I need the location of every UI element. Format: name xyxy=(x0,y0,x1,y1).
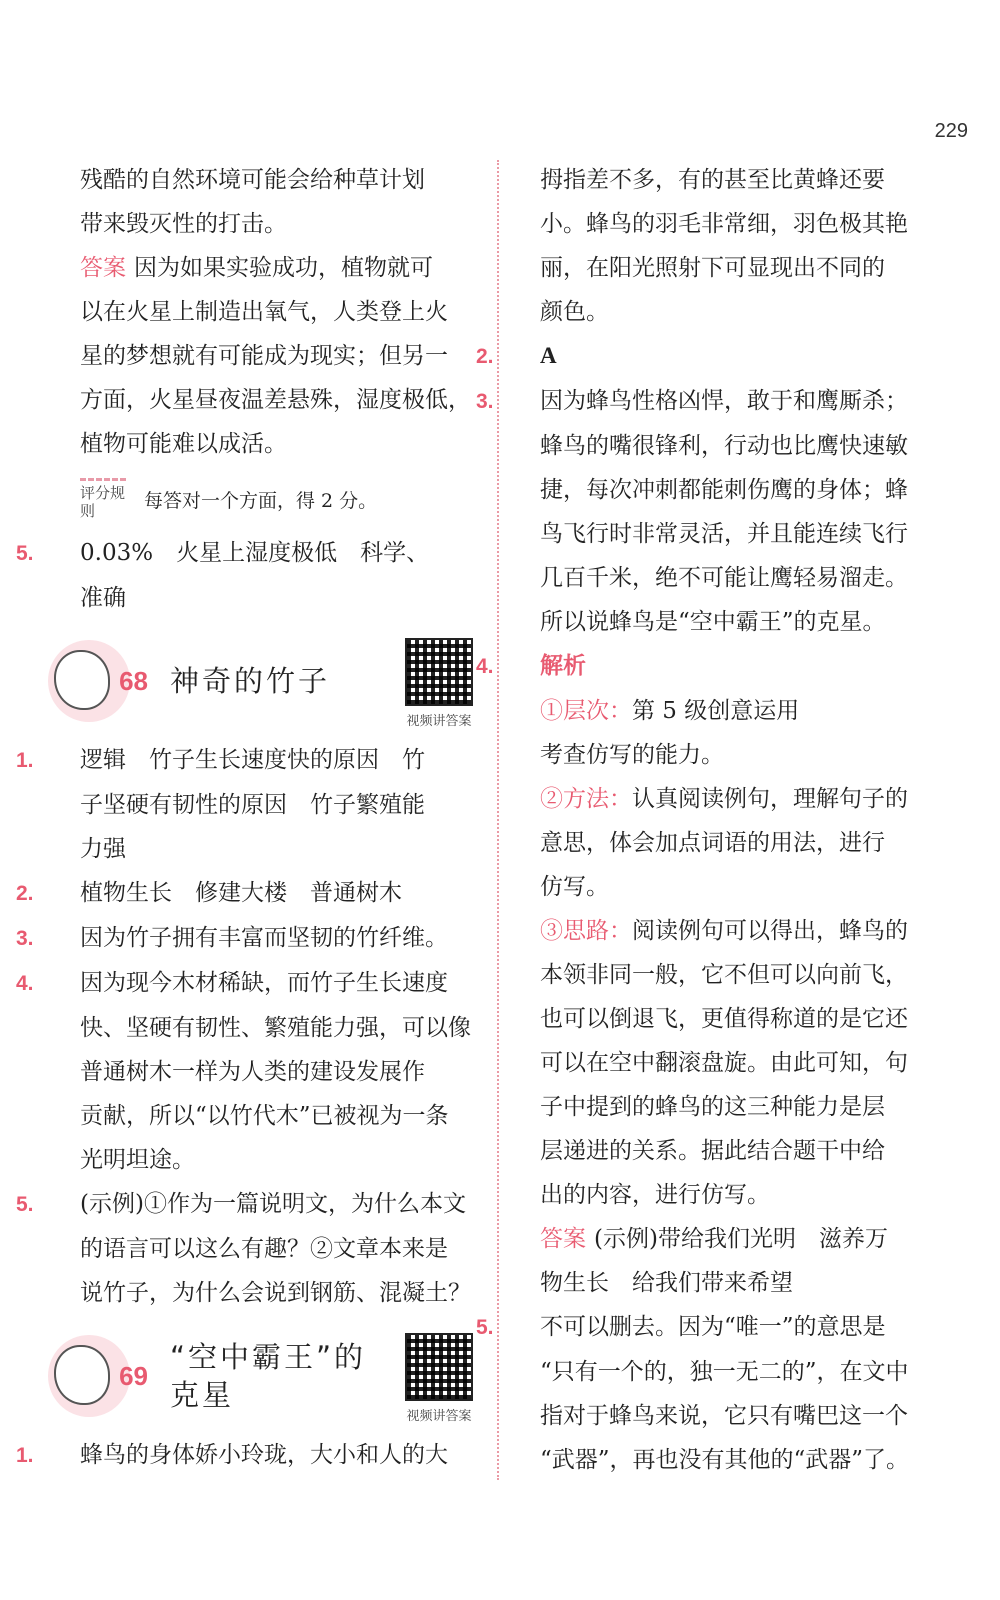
question-number: 2. xyxy=(16,882,34,905)
text-line: 子坚硬有韧性的原因 竹子繁殖能 xyxy=(80,792,425,818)
analysis-heading: 解析 xyxy=(540,653,586,679)
text-line: 残酷的自然环境可能会给种草计划 xyxy=(80,167,425,193)
lesson-title xyxy=(170,1338,366,1414)
text-line: (示例)①作为一篇说明文，为什么本文 xyxy=(80,1191,466,1217)
qr-caption: 视频讲答案 xyxy=(406,713,472,728)
question-number: 3. xyxy=(476,390,494,413)
text-line: 第 5 级创意运用 xyxy=(632,698,800,724)
question-number: 5. xyxy=(16,542,34,565)
lesson-69-header xyxy=(48,1333,488,1423)
text-line: 捷，每次冲刺都能刺伤鹰的身体；蜂 xyxy=(540,477,908,503)
question-number: 4. xyxy=(16,972,34,995)
text-line: 蜂鸟的嘴很锋利，行动也比鹰快速敏 xyxy=(540,433,908,459)
continued-text xyxy=(48,158,488,246)
right-column xyxy=(476,158,948,1482)
text-line: 指对于蜂鸟来说，它只有嘴巴这一个 xyxy=(540,1403,908,1429)
text-line: 认真阅读例句，理解句子的 xyxy=(632,786,908,812)
text-line: 普通树木一样为人类的建设发展作 xyxy=(80,1059,425,1085)
question-number: 1. xyxy=(16,749,34,772)
text-line: 物生长 给我们带来希望 xyxy=(540,1270,793,1296)
text-line: 以在火星上制造出氧气，人类登上火 xyxy=(80,299,448,325)
scoring-rule xyxy=(80,478,488,521)
question-4 xyxy=(476,644,948,1305)
page-number: 229 xyxy=(934,120,968,142)
text-line: 拇指差不多，有的甚至比黄蜂还要 xyxy=(540,167,885,193)
text-line: 本领非同一般，它不但可以向前飞， xyxy=(540,962,908,988)
text-line: 逻辑 竹子生长速度快的原因 竹 xyxy=(80,747,425,773)
question-2 xyxy=(476,334,948,379)
qr-caption: 视频讲答案 xyxy=(406,1408,472,1423)
text-line: 因为蜂鸟性格凶悍，敢于和鹰厮杀； xyxy=(540,388,908,414)
text-line: 出的内容，进行仿写。 xyxy=(540,1182,770,1208)
text-line: 方面，火星昼夜温差悬殊，湿度极低， xyxy=(80,387,471,413)
question-number: 3. xyxy=(16,927,34,950)
text-line: 力强 xyxy=(80,836,126,862)
idea-tag: ③思路： xyxy=(540,918,632,944)
question-number: 4. xyxy=(476,655,494,678)
text-line: 快、坚硬有韧性、繁殖能力强，可以像 xyxy=(80,1015,471,1041)
text-line: 植物可能难以成活。 xyxy=(80,431,287,457)
mascot-icon xyxy=(48,1335,148,1417)
text-line: 意思，体会加点词语的用法，进行 xyxy=(540,830,885,856)
text-line: 0.03% 火星上湿度极低 科学、 xyxy=(80,540,430,566)
answer-choice: A xyxy=(540,343,557,368)
text-line: 阅读例句可以得出，蜂鸟的 xyxy=(632,918,908,944)
text-line: 层递进的关系。据此结合题干中给 xyxy=(540,1138,885,1164)
question-3 xyxy=(476,379,948,644)
scoring-rule-badge: 评分规则 xyxy=(80,478,126,521)
qr-code-icon[interactable] xyxy=(405,1333,473,1401)
level-tag: ①层次： xyxy=(540,698,632,724)
text-line: 鸟飞行时非常灵活，并且能连续飞行 xyxy=(540,521,908,547)
question-number: 1. xyxy=(16,1444,34,1467)
text-line: 贡献，所以“以竹代木”已被视为一条 xyxy=(80,1103,449,1129)
text-line: 不可以删去。因为“唯一”的意思是 xyxy=(540,1314,886,1340)
text-line: 小。蜂鸟的羽毛非常细，羽色极其艳 xyxy=(540,211,908,237)
text-line: 也可以倒退飞，更值得称道的是它还 xyxy=(540,1006,908,1032)
column-divider xyxy=(497,160,499,1480)
text-line: 所以说蜂鸟是“空中霸王”的克星。 xyxy=(540,609,886,635)
text-line: 说竹子，为什么会说到钢筋、混凝土？ xyxy=(80,1280,471,1306)
text-line: “武器”，再也没有其他的“武器”了。 xyxy=(540,1447,910,1473)
question-number: 5. xyxy=(16,1193,34,1216)
lesson-68-answers xyxy=(16,738,488,1315)
text-line: 因为现今木材稀缺，而竹子生长速度 xyxy=(80,970,448,996)
scoring-rule-text: 每答对一个方面，得 2 分。 xyxy=(144,490,378,512)
answer-block xyxy=(48,246,488,466)
lesson-69-answers xyxy=(16,1433,488,1478)
text-line: 准确 xyxy=(80,585,126,611)
text-line: 考查仿写的能力。 xyxy=(540,742,724,768)
text-line: 子中提到的蜂鸟的这三种能力是层 xyxy=(540,1094,885,1120)
text-line: 植物生长 修建大楼 普通树木 xyxy=(80,880,402,906)
text-line: 蜂鸟的身体娇小玲珑，大小和人的大 xyxy=(80,1442,448,1468)
lesson-title-line: “空中霸王”的 xyxy=(170,1340,367,1374)
answer-tag: 答案 xyxy=(80,255,126,281)
lesson-number: 69 xyxy=(119,1360,148,1391)
text-line: 因为如果实验成功，植物就可 xyxy=(134,255,433,281)
question-5 xyxy=(476,1305,948,1482)
text-line: 光明坦途。 xyxy=(80,1147,195,1173)
text-line: 因为竹子拥有丰富而坚韧的竹纤维。 xyxy=(80,925,448,951)
question-5 xyxy=(16,531,488,620)
qr-code[interactable] xyxy=(404,1333,474,1424)
qr-code[interactable] xyxy=(404,638,474,729)
mascot-icon xyxy=(48,640,148,722)
answer-tag: 答案 xyxy=(540,1226,586,1252)
left-column xyxy=(16,158,488,1478)
text-line: (示例)带给我们光明 滋养万 xyxy=(594,1226,888,1252)
text-line: 可以在空中翻滚盘旋。由此可知，句 xyxy=(540,1050,908,1076)
continued-text xyxy=(508,158,948,334)
text-line: 颜色。 xyxy=(540,299,609,325)
lesson-68-header xyxy=(48,638,488,728)
text-line: 带来毁灭性的打击。 xyxy=(80,211,287,237)
lesson-title: 神奇的竹子 xyxy=(170,664,331,698)
lesson-number: 68 xyxy=(119,665,148,696)
text-line: 丽，在阳光照射下可显现出不同的 xyxy=(540,255,885,281)
qr-code-icon[interactable] xyxy=(405,638,473,706)
text-line: 几百千米，绝不可能让鹰轻易溜走。 xyxy=(540,565,908,591)
text-line: “只有一个的，独一无二的”，在文中 xyxy=(540,1359,909,1385)
lesson-title-line: 克星 xyxy=(170,1378,235,1412)
text-line: 仿写。 xyxy=(540,874,609,900)
question-number: 2. xyxy=(476,345,494,368)
question-number: 5. xyxy=(476,1316,494,1339)
text-line: 的语言可以这么有趣？②文章本来是 xyxy=(80,1236,448,1262)
text-line: 星的梦想就有可能成为现实；但另一 xyxy=(80,343,448,369)
method-tag: ②方法： xyxy=(540,786,632,812)
